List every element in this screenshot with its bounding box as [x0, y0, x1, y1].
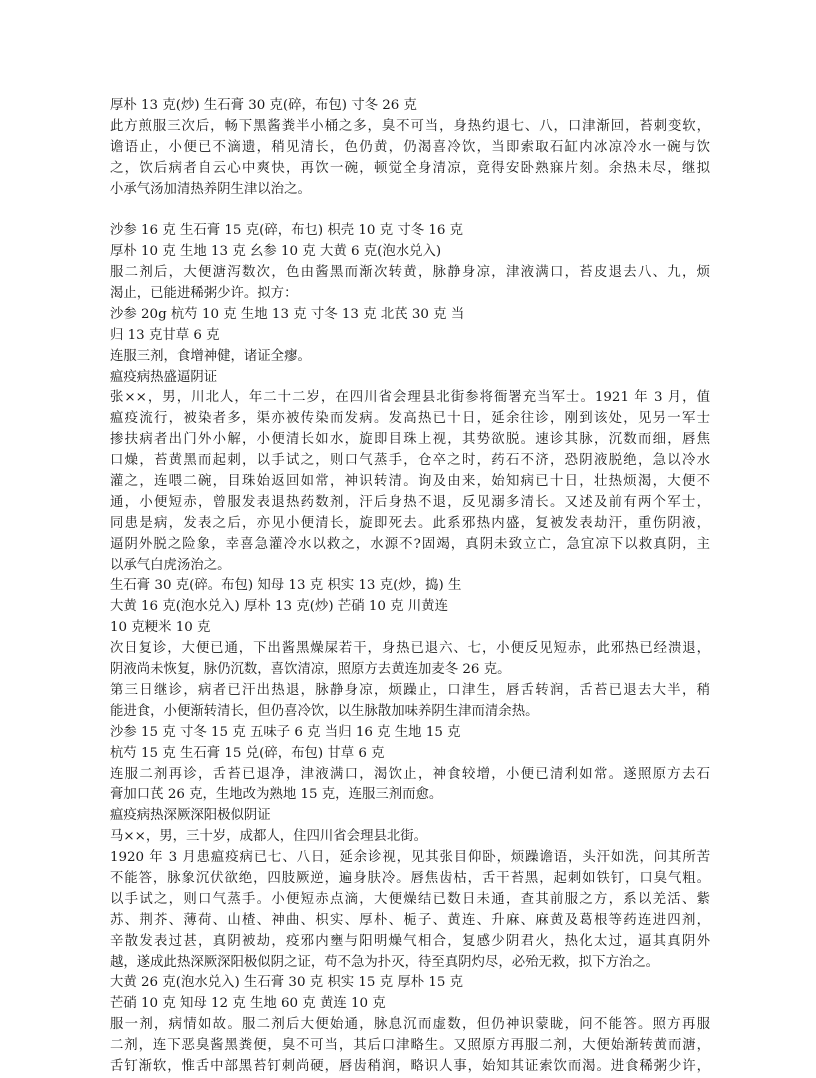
- text-line: 阴液尚未恢复，脉仍沉数，喜饮清凉，照原方去黄连加麦冬 26 克。: [110, 662, 511, 678]
- text-line: 第三日继诊，病者已汗出热退，脉静身凉，烦躁止，口津生，唇舌转润，舌苔已退去大半，稍: [110, 682, 710, 698]
- text-line: 次日复诊，大便已通，下出酱黑燥屎若干，身热已退六、七，小便反见短赤，此邪热已经溃退，: [110, 641, 710, 657]
- prescription-line: 芒硝 10 克 知母 12 克 生地 60 克 黄连 10 克: [110, 996, 386, 1012]
- text-line: 谵语止，小便已不滴遗，稍见清长，色仍黄，仍渴喜冷饮，当即索取石缸内冰凉冷水一碗与饮: [110, 139, 710, 155]
- text-line: 连服二剂再诊，舌苔已退净，津液满口，渴饮止，神食较增，小便已清利如常。遂照原方去石: [110, 766, 710, 782]
- text-line: 1920 年 3 月患瘟疫病已七、八日，延余诊视，见其张目仰卧，烦躁谵语，头汗如洗，问其所苦: [110, 850, 710, 866]
- text-line: 马××，男，三十岁，成都人，住四川省会理县北街。: [110, 829, 428, 845]
- text-line: 舌钉渐软，惟舌中部黑苔钉刺尚硬，唇齿稍润，略识人事，始知其证索饮而渴。进食稀粥少许，: [110, 1058, 710, 1074]
- prescription-line: 大黄 26 克(泡水兑入) 生石膏 30 克 枳实 15 克 厚朴 15 克: [110, 975, 464, 991]
- text-line: 掺扶病者出门外小解，小便清长如水，旋即目珠上视，其势欲脱。速诊其脉，沉数而细，唇焦: [110, 432, 710, 448]
- text-line: 膏加口芪 26 克，生地改为熟地 15 克，连服三剂而愈。: [110, 787, 443, 803]
- paragraph: [110, 765, 710, 807]
- text-line: 以承气白虎汤治之。: [110, 557, 231, 573]
- prescription-line: 沙参 16 克 生石膏 15 克(碎，布乜) 枳壳 10 克 寸冬 16 克: [110, 223, 464, 239]
- text-line: 不能答，脉象沉伏欲绝，四肢厥逆，遍身肤冷。唇焦齿枯，舌干苔黑，起刺如铁钉，口臭气粗。: [110, 870, 710, 886]
- paragraph: [110, 848, 710, 973]
- text-line: 服一剂，病情如故。服二剂后大便始通，脉息沉而虚数，但仍神识蒙眬，问不能答。照方再服: [110, 1017, 710, 1033]
- document-page: [110, 96, 710, 1078]
- text-line: 小承气汤加清热养阴生津以治之。: [110, 181, 311, 197]
- text-line: 辛散发表过甚，真阴被劫，疫邪内壅与阳明燥气相合，复感少阴君火，热化太过，逼其真阴外: [110, 933, 710, 949]
- blank-line: [110, 200, 710, 221]
- prescription-line: 沙参 20g 杭芍 10 克 生地 13 克 寸冬 13 克 北芪 30 克 当: [110, 306, 465, 322]
- paragraph: [110, 263, 710, 305]
- text-line: 同患是病，发表之后，亦见小便清长，旋即死去。此系邪热内盛，复被发表劫汗，重伤阴液，: [110, 515, 710, 531]
- prescription-line: 归 13 克甘草 6 克: [110, 327, 220, 343]
- text-line: 灌之，连喂二碗，目珠始返回如常，神识转清。询及由来，始知病已十日，壮热烦渴，大便不: [110, 474, 710, 490]
- paragraph: [110, 1015, 710, 1078]
- text-line: 连服三剂，食增神健，诸证全瘳。: [110, 348, 311, 364]
- text-line: 越，遂成此热深厥深阳极似阴之证，苟不急为扑灭，待至真阴灼尽，必殆无救，拟下方治之。: [110, 954, 660, 970]
- case-heading: 瘟疫病热盛逼阴证: [110, 369, 218, 385]
- case-heading: 瘟疫病热深厥深阳极似阴证: [110, 808, 271, 824]
- prescription-line: 厚朴 10 克 生地 13 克 幺参 10 克 大黄 6 克(泡水兑入): [110, 244, 442, 260]
- text-line: 瘟疫流行，被染者多，渠亦被传染而发病。发高热已十日，延余往诊，刚到该处，见另一军士: [110, 411, 710, 427]
- prescription-line: 杭芍 15 克 生石膏 15 兑(碎，布包) 甘草 6 克: [110, 745, 385, 761]
- paragraph: [110, 639, 710, 681]
- text-line: 逼阴外脱之险象，幸喜急灌冷水以救之，水源不?固竭，真阴未致立亡，急宜凉下以救真阴，主: [110, 536, 710, 552]
- text-line: 二剂，连下恶臭酱黑粪便，臭不可当，其后口津略生。又照原方再服二剂，大便始渐转黄而溏，: [110, 1038, 710, 1054]
- text-line: 此方煎服三次后，畅下黑酱粪半小桶之多，臭不可当，身热约退七、八，口津渐回，苔刺变软，: [110, 118, 710, 134]
- paragraph: [110, 681, 710, 723]
- prescription-line: 厚朴 13 克(炒) 生石膏 30 克(碎，布包) 寸冬 26 克: [110, 98, 417, 113]
- text-line: 口燥，苔黄黑而起刺，以手试之，则口气蒸手，仓卒之时，药石不济，恐阴液脱绝，急以冷水: [110, 453, 710, 469]
- text-line: 服二剂后，大便溏泻数次，色由酱黑而渐次转黄，脉静身凉，津液满口，苔皮退去八、九，烦: [110, 265, 710, 281]
- prescription-line: 10 克粳米 10 克: [110, 620, 211, 636]
- paragraph: [110, 827, 710, 848]
- text-line: 通，小便短赤，曾服发表退热药数剂，汗后身热不退，反见溺多清长。又述及前有两个军士，: [110, 494, 710, 510]
- text-line: 渴止，已能进稀粥少许。拟方：: [110, 286, 298, 302]
- prescription-line: 生石膏 30 克(碎。布包) 知母 13 克 枳实 13 克(炒，捣) 生: [110, 578, 462, 594]
- text-line: 之，饮后病者自云心中爽快，再饮一碗，顿觉全身清凉，竟得安卧熟寐片刻。余热未尽，继拟: [110, 160, 710, 176]
- text-line: 苏、荆芥、薄荷、山楂、神曲、枳实、厚朴、栀子、黄连、升麻、麻黄及葛根等药连进四剂，: [110, 912, 710, 928]
- paragraph: [110, 388, 710, 576]
- text-line: 张××，男，川北人，年二十二岁，在四川省会理县北街参将衙署充当军士。1921 年 3 月，值: [110, 390, 710, 406]
- text-line: 能进食，小便渐转清长，但仍喜冷饮，以生脉散加味养阴生津而清余热。: [110, 703, 539, 719]
- prescription-line: 大黄 16 克(泡水兑入) 厚朴 13 克(炒) 芒硝 10 克 川黄连: [110, 599, 448, 615]
- text-line: 以手试之，则口气蒸手。小便短赤点滴，大便燥结已数日未通，查其前服之方，系以羌活、紫: [110, 891, 710, 907]
- prescription-line: 沙参 15 克 寸冬 15 克 五味子 6 克 当归 16 克 生地 15 克: [110, 724, 461, 740]
- paragraph: [110, 347, 710, 368]
- paragraph: [110, 117, 710, 201]
